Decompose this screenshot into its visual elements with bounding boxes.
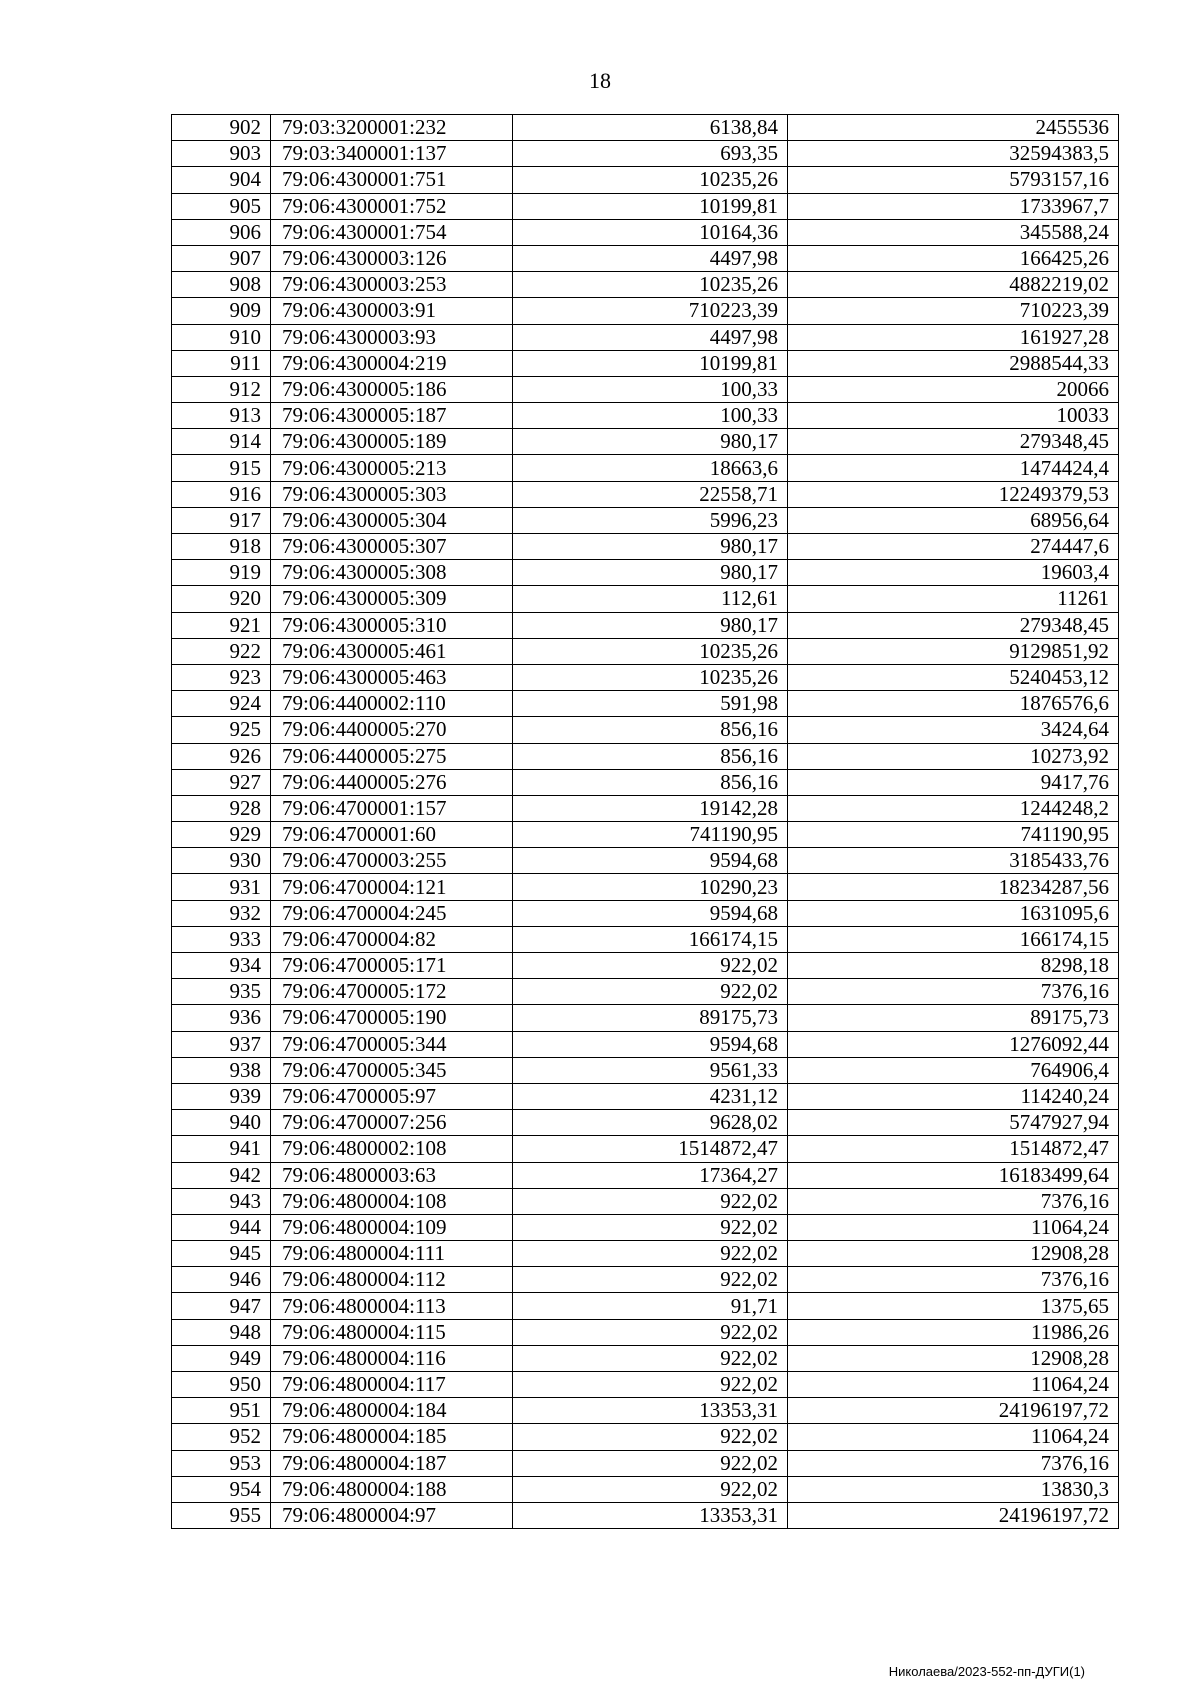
- table-row: [172, 1345, 1119, 1371]
- table-row: [172, 1136, 1119, 1162]
- table-row: [172, 743, 1119, 769]
- row-number-cell: 938: [172, 1057, 271, 1083]
- value-b-cell: 11064,24: [788, 1424, 1119, 1450]
- value-b-cell: 345588,24: [788, 219, 1119, 245]
- cadastral-number-cell: 79:06:4300005:213: [271, 455, 513, 481]
- table-row: [172, 324, 1119, 350]
- value-a-cell: 922,02: [513, 1188, 788, 1214]
- row-number-cell: 940: [172, 1110, 271, 1136]
- value-a-cell: 18663,6: [513, 455, 788, 481]
- table-row: [172, 1372, 1119, 1398]
- row-number-cell: 945: [172, 1241, 271, 1267]
- value-b-cell: 11064,24: [788, 1372, 1119, 1398]
- table-row: [172, 403, 1119, 429]
- table-row: [172, 1031, 1119, 1057]
- value-a-cell: 10235,26: [513, 167, 788, 193]
- table-row: [172, 848, 1119, 874]
- row-number-cell: 934: [172, 953, 271, 979]
- row-number-cell: 917: [172, 507, 271, 533]
- value-a-cell: 10235,26: [513, 272, 788, 298]
- table-row: [172, 272, 1119, 298]
- value-b-cell: 3424,64: [788, 717, 1119, 743]
- value-a-cell: 922,02: [513, 1476, 788, 1502]
- row-number-cell: 952: [172, 1424, 271, 1450]
- cadastral-number-cell: 79:06:4300005:307: [271, 534, 513, 560]
- table-row: [172, 507, 1119, 533]
- table-row: [172, 1083, 1119, 1109]
- value-b-cell: 1474424,4: [788, 455, 1119, 481]
- cadastral-number-cell: 79:06:4800004:185: [271, 1424, 513, 1450]
- value-a-cell: 980,17: [513, 560, 788, 586]
- value-b-cell: 7376,16: [788, 1450, 1119, 1476]
- value-b-cell: 161927,28: [788, 324, 1119, 350]
- value-a-cell: 100,33: [513, 403, 788, 429]
- value-a-cell: 922,02: [513, 953, 788, 979]
- cadastral-number-cell: 79:06:4300003:91: [271, 298, 513, 324]
- row-number-cell: 907: [172, 245, 271, 271]
- value-a-cell: 922,02: [513, 1319, 788, 1345]
- value-b-cell: 5240453,12: [788, 664, 1119, 690]
- value-a-cell: 856,16: [513, 769, 788, 795]
- value-a-cell: 9594,68: [513, 848, 788, 874]
- table-row: [172, 1267, 1119, 1293]
- table-row: [172, 1005, 1119, 1031]
- row-number-cell: 937: [172, 1031, 271, 1057]
- cadastral-number-cell: 79:06:4800004:184: [271, 1398, 513, 1424]
- cadastral-number-cell: 79:06:4800004:188: [271, 1476, 513, 1502]
- cadastral-number-cell: 79:06:4700005:345: [271, 1057, 513, 1083]
- page-number: 18: [589, 68, 611, 93]
- row-number-cell: 942: [172, 1162, 271, 1188]
- footer-reference: Николаева/2023-552-пп-ДУГИ(1): [888, 1664, 1085, 1679]
- value-b-cell: 4882219,02: [788, 272, 1119, 298]
- cadastral-number-cell: 79:06:4300004:219: [271, 350, 513, 376]
- value-b-cell: 68956,64: [788, 507, 1119, 533]
- table-body: [172, 115, 1119, 1529]
- row-number-cell: 926: [172, 743, 271, 769]
- row-number-cell: 929: [172, 822, 271, 848]
- row-number-cell: 920: [172, 586, 271, 612]
- value-a-cell: 922,02: [513, 1450, 788, 1476]
- value-a-cell: 10164,36: [513, 219, 788, 245]
- value-b-cell: 1876576,6: [788, 691, 1119, 717]
- value-a-cell: 100,33: [513, 376, 788, 402]
- table-row: [172, 1110, 1119, 1136]
- row-number-cell: 935: [172, 979, 271, 1005]
- cadastral-number-cell: 79:06:4800004:112: [271, 1267, 513, 1293]
- row-number-cell: 906: [172, 219, 271, 245]
- value-a-cell: 10199,81: [513, 193, 788, 219]
- value-b-cell: 274447,6: [788, 534, 1119, 560]
- row-number-cell: 918: [172, 534, 271, 560]
- table-row: [172, 455, 1119, 481]
- cadastral-number-cell: 79:06:4700001:157: [271, 795, 513, 821]
- value-a-cell: 13353,31: [513, 1502, 788, 1528]
- cadastral-number-cell: 79:06:4800004:113: [271, 1293, 513, 1319]
- cadastral-number-cell: 79:06:4800004:117: [271, 1372, 513, 1398]
- value-b-cell: 13830,3: [788, 1476, 1119, 1502]
- cadastral-number-cell: 79:06:4700005:97: [271, 1083, 513, 1109]
- table-row: [172, 1502, 1119, 1528]
- value-b-cell: 764906,4: [788, 1057, 1119, 1083]
- value-b-cell: 12908,28: [788, 1241, 1119, 1267]
- table-row: [172, 769, 1119, 795]
- value-a-cell: 89175,73: [513, 1005, 788, 1031]
- cadastral-number-cell: 79:06:4300005:189: [271, 429, 513, 455]
- table-row: [172, 822, 1119, 848]
- cadastral-number-cell: 79:06:4700005:344: [271, 1031, 513, 1057]
- table-row: [172, 141, 1119, 167]
- value-a-cell: 591,98: [513, 691, 788, 717]
- value-b-cell: 166425,26: [788, 245, 1119, 271]
- row-number-cell: 954: [172, 1476, 271, 1502]
- value-a-cell: 741190,95: [513, 822, 788, 848]
- cadastral-number-cell: 79:06:4700004:82: [271, 926, 513, 952]
- cadastral-number-cell: 79:06:4400005:276: [271, 769, 513, 795]
- value-b-cell: 16183499,64: [788, 1162, 1119, 1188]
- cadastral-number-cell: 79:06:4300001:751: [271, 167, 513, 193]
- row-number-cell: 928: [172, 795, 271, 821]
- cadastral-number-cell: 79:06:4700004:245: [271, 900, 513, 926]
- table-row: [172, 900, 1119, 926]
- cadastral-number-cell: 79:06:4700004:121: [271, 874, 513, 900]
- value-a-cell: 922,02: [513, 1372, 788, 1398]
- value-a-cell: 10199,81: [513, 350, 788, 376]
- value-b-cell: 89175,73: [788, 1005, 1119, 1031]
- value-a-cell: 13353,31: [513, 1398, 788, 1424]
- cadastral-number-cell: 79:03:3400001:137: [271, 141, 513, 167]
- value-b-cell: 8298,18: [788, 953, 1119, 979]
- value-b-cell: 1375,65: [788, 1293, 1119, 1319]
- row-number-cell: 916: [172, 481, 271, 507]
- cadastral-number-cell: 79:06:4300001:752: [271, 193, 513, 219]
- cadastral-number-cell: 79:03:3200001:232: [271, 115, 513, 141]
- value-b-cell: 114240,24: [788, 1083, 1119, 1109]
- value-a-cell: 91,71: [513, 1293, 788, 1319]
- cadastral-number-cell: 79:06:4300005:461: [271, 638, 513, 664]
- cadastral-number-cell: 79:06:4300003:253: [271, 272, 513, 298]
- row-number-cell: 905: [172, 193, 271, 219]
- table-row: [172, 429, 1119, 455]
- value-a-cell: 922,02: [513, 1241, 788, 1267]
- value-a-cell: 9594,68: [513, 1031, 788, 1057]
- value-a-cell: 10235,26: [513, 664, 788, 690]
- cadastral-number-cell: 79:06:4800004:109: [271, 1214, 513, 1240]
- value-a-cell: 922,02: [513, 979, 788, 1005]
- value-a-cell: 922,02: [513, 1345, 788, 1371]
- cadastral-number-cell: 79:06:4300003:93: [271, 324, 513, 350]
- table-row: [172, 350, 1119, 376]
- cadastral-number-cell: 79:06:4700003:255: [271, 848, 513, 874]
- table-row: [172, 1450, 1119, 1476]
- value-a-cell: 17364,27: [513, 1162, 788, 1188]
- row-number-cell: 902: [172, 115, 271, 141]
- row-number-cell: 947: [172, 1293, 271, 1319]
- value-a-cell: 922,02: [513, 1424, 788, 1450]
- cadastral-number-cell: 79:06:4400005:275: [271, 743, 513, 769]
- table-row: [172, 926, 1119, 952]
- cadastral-number-cell: 79:06:4800004:115: [271, 1319, 513, 1345]
- table-row: [172, 115, 1119, 141]
- row-number-cell: 949: [172, 1345, 271, 1371]
- row-number-cell: 919: [172, 560, 271, 586]
- cadastral-number-cell: 79:06:4800004:116: [271, 1345, 513, 1371]
- row-number-cell: 939: [172, 1083, 271, 1109]
- table-row: [172, 1057, 1119, 1083]
- value-b-cell: 24196197,72: [788, 1502, 1119, 1528]
- value-a-cell: 856,16: [513, 743, 788, 769]
- row-number-cell: 914: [172, 429, 271, 455]
- row-number-cell: 955: [172, 1502, 271, 1528]
- row-number-cell: 946: [172, 1267, 271, 1293]
- table-row: [172, 1293, 1119, 1319]
- value-b-cell: 1631095,6: [788, 900, 1119, 926]
- cadastral-number-cell: 79:06:4700007:256: [271, 1110, 513, 1136]
- row-number-cell: 913: [172, 403, 271, 429]
- row-number-cell: 911: [172, 350, 271, 376]
- table-row: [172, 1241, 1119, 1267]
- value-b-cell: 5793157,16: [788, 167, 1119, 193]
- cadastral-number-cell: 79:06:4800003:63: [271, 1162, 513, 1188]
- table-row: [172, 664, 1119, 690]
- table-row: [172, 1319, 1119, 1345]
- table-row: [172, 874, 1119, 900]
- row-number-cell: 936: [172, 1005, 271, 1031]
- value-b-cell: 2455536: [788, 115, 1119, 141]
- value-b-cell: 20066: [788, 376, 1119, 402]
- cadastral-number-cell: 79:06:4300005:309: [271, 586, 513, 612]
- table-row: [172, 245, 1119, 271]
- value-a-cell: 4497,98: [513, 245, 788, 271]
- value-a-cell: 1514872,47: [513, 1136, 788, 1162]
- cadastral-number-cell: 79:06:4400002:110: [271, 691, 513, 717]
- cadastral-number-cell: 79:06:4300005:308: [271, 560, 513, 586]
- row-number-cell: 925: [172, 717, 271, 743]
- cadastral-number-cell: 79:06:4800004:187: [271, 1450, 513, 1476]
- value-a-cell: 112,61: [513, 586, 788, 612]
- value-b-cell: 7376,16: [788, 979, 1119, 1005]
- value-a-cell: 4497,98: [513, 324, 788, 350]
- value-b-cell: 18234287,56: [788, 874, 1119, 900]
- cadastral-number-cell: 79:06:4700005:190: [271, 1005, 513, 1031]
- value-b-cell: 7376,16: [788, 1267, 1119, 1293]
- table-row: [172, 167, 1119, 193]
- row-number-cell: 950: [172, 1372, 271, 1398]
- table-row: [172, 219, 1119, 245]
- row-number-cell: 923: [172, 664, 271, 690]
- table-row: [172, 953, 1119, 979]
- row-number-cell: 933: [172, 926, 271, 952]
- row-number-cell: 930: [172, 848, 271, 874]
- table-row: [172, 298, 1119, 324]
- value-a-cell: 10290,23: [513, 874, 788, 900]
- cadastral-number-cell: 79:06:4300005:310: [271, 612, 513, 638]
- value-b-cell: 166174,15: [788, 926, 1119, 952]
- cadastral-number-cell: 79:06:4300005:303: [271, 481, 513, 507]
- table-row: [172, 586, 1119, 612]
- cadastral-number-cell: 79:06:4800004:97: [271, 1502, 513, 1528]
- row-number-cell: 927: [172, 769, 271, 795]
- value-b-cell: 19603,4: [788, 560, 1119, 586]
- value-a-cell: 9594,68: [513, 900, 788, 926]
- value-b-cell: 7376,16: [788, 1188, 1119, 1214]
- cadastral-number-cell: 79:06:4300005:463: [271, 664, 513, 690]
- cadastral-number-cell: 79:06:4700005:172: [271, 979, 513, 1005]
- row-number-cell: 924: [172, 691, 271, 717]
- row-number-cell: 922: [172, 638, 271, 664]
- table-row: [172, 193, 1119, 219]
- cadastral-number-cell: 79:06:4300001:754: [271, 219, 513, 245]
- value-b-cell: 11261: [788, 586, 1119, 612]
- table-row: [172, 1398, 1119, 1424]
- value-b-cell: 1733967,7: [788, 193, 1119, 219]
- cadastral-table: [171, 114, 1119, 1529]
- cadastral-number-cell: 79:06:4300005:304: [271, 507, 513, 533]
- table-row: [172, 1188, 1119, 1214]
- value-a-cell: 9628,02: [513, 1110, 788, 1136]
- value-a-cell: 980,17: [513, 612, 788, 638]
- row-number-cell: 912: [172, 376, 271, 402]
- value-b-cell: 279348,45: [788, 612, 1119, 638]
- row-number-cell: 915: [172, 455, 271, 481]
- row-number-cell: 953: [172, 1450, 271, 1476]
- table-row: [172, 1424, 1119, 1450]
- value-a-cell: 922,02: [513, 1214, 788, 1240]
- table-row: [172, 1214, 1119, 1240]
- value-b-cell: 11064,24: [788, 1214, 1119, 1240]
- value-b-cell: 9417,76: [788, 769, 1119, 795]
- cadastral-number-cell: 79:06:4300005:186: [271, 376, 513, 402]
- value-b-cell: 1276092,44: [788, 1031, 1119, 1057]
- cadastral-number-cell: 79:06:4700001:60: [271, 822, 513, 848]
- table-row: [172, 638, 1119, 664]
- value-a-cell: 22558,71: [513, 481, 788, 507]
- table-row: [172, 1162, 1119, 1188]
- cadastral-number-cell: 79:06:4300005:187: [271, 403, 513, 429]
- table-row: [172, 481, 1119, 507]
- row-number-cell: 910: [172, 324, 271, 350]
- value-a-cell: 6138,84: [513, 115, 788, 141]
- cadastral-number-cell: 79:06:4800004:108: [271, 1188, 513, 1214]
- table-row: [172, 376, 1119, 402]
- table-row: [172, 691, 1119, 717]
- value-b-cell: 5747927,94: [788, 1110, 1119, 1136]
- value-b-cell: 1514872,47: [788, 1136, 1119, 1162]
- value-b-cell: 9129851,92: [788, 638, 1119, 664]
- table-row: [172, 717, 1119, 743]
- value-b-cell: 12908,28: [788, 1345, 1119, 1371]
- row-number-cell: 909: [172, 298, 271, 324]
- row-number-cell: 904: [172, 167, 271, 193]
- row-number-cell: 941: [172, 1136, 271, 1162]
- value-b-cell: 279348,45: [788, 429, 1119, 455]
- value-b-cell: 32594383,5: [788, 141, 1119, 167]
- value-a-cell: 980,17: [513, 534, 788, 560]
- value-b-cell: 10033: [788, 403, 1119, 429]
- cadastral-number-cell: 79:06:4800004:111: [271, 1241, 513, 1267]
- value-b-cell: 2988544,33: [788, 350, 1119, 376]
- cadastral-number-cell: 79:06:4700005:171: [271, 953, 513, 979]
- value-b-cell: 10273,92: [788, 743, 1119, 769]
- value-a-cell: 19142,28: [513, 795, 788, 821]
- row-number-cell: 943: [172, 1188, 271, 1214]
- row-number-cell: 944: [172, 1214, 271, 1240]
- table-row: [172, 979, 1119, 1005]
- value-a-cell: 922,02: [513, 1267, 788, 1293]
- value-a-cell: 980,17: [513, 429, 788, 455]
- value-a-cell: 5996,23: [513, 507, 788, 533]
- value-a-cell: 710223,39: [513, 298, 788, 324]
- cadastral-number-cell: 79:06:4800002:108: [271, 1136, 513, 1162]
- table-row: [172, 612, 1119, 638]
- row-number-cell: 951: [172, 1398, 271, 1424]
- value-b-cell: 3185433,76: [788, 848, 1119, 874]
- value-b-cell: 11986,26: [788, 1319, 1119, 1345]
- value-a-cell: 4231,12: [513, 1083, 788, 1109]
- value-a-cell: 856,16: [513, 717, 788, 743]
- value-a-cell: 166174,15: [513, 926, 788, 952]
- value-a-cell: 10235,26: [513, 638, 788, 664]
- table-row: [172, 534, 1119, 560]
- table-row: [172, 1476, 1119, 1502]
- value-b-cell: 24196197,72: [788, 1398, 1119, 1424]
- value-a-cell: 9561,33: [513, 1057, 788, 1083]
- value-a-cell: 693,35: [513, 141, 788, 167]
- row-number-cell: 932: [172, 900, 271, 926]
- table-row: [172, 560, 1119, 586]
- row-number-cell: 948: [172, 1319, 271, 1345]
- cadastral-number-cell: 79:06:4300003:126: [271, 245, 513, 271]
- value-b-cell: 710223,39: [788, 298, 1119, 324]
- row-number-cell: 931: [172, 874, 271, 900]
- value-b-cell: 741190,95: [788, 822, 1119, 848]
- table-row: [172, 795, 1119, 821]
- value-b-cell: 1244248,2: [788, 795, 1119, 821]
- row-number-cell: 903: [172, 141, 271, 167]
- cadastral-number-cell: 79:06:4400005:270: [271, 717, 513, 743]
- row-number-cell: 908: [172, 272, 271, 298]
- value-b-cell: 12249379,53: [788, 481, 1119, 507]
- row-number-cell: 921: [172, 612, 271, 638]
